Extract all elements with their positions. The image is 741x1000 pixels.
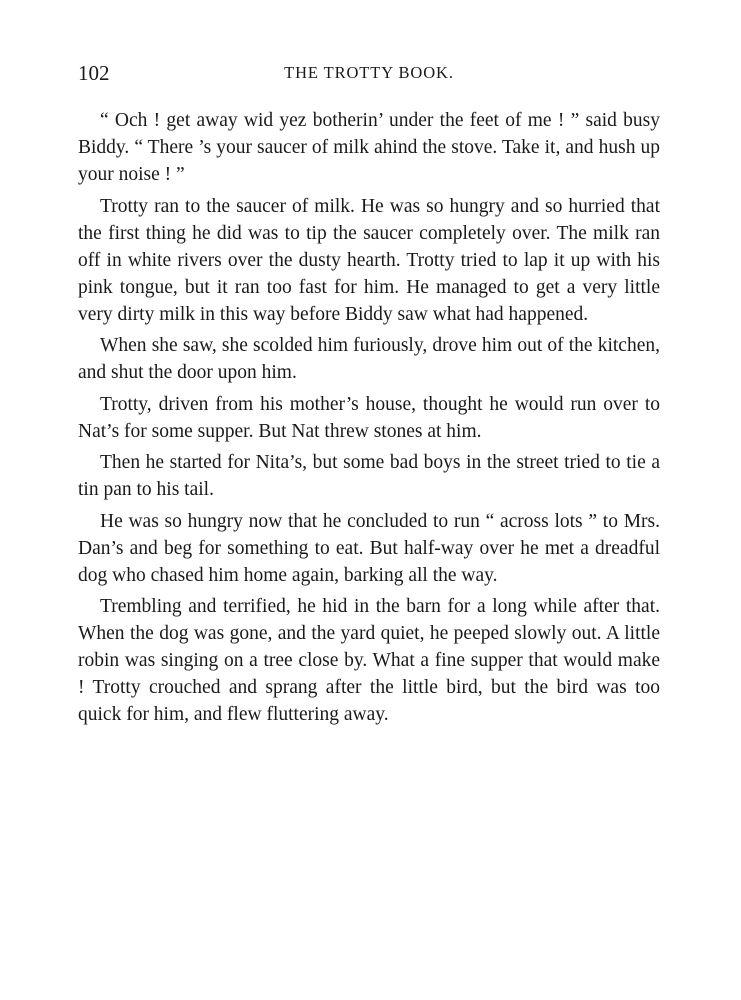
book-title: THE TROTTY BOOK. — [284, 63, 454, 82]
page-number: 102 — [78, 61, 110, 85]
body-text — [78, 107, 660, 728]
paragraph: Trotty ran to the saucer of milk. He was so hungry and so hurried that the first thing he did was to tip the saucer completely over. The milk ran off in white rivers over the dusty hearth. Trotty tried to lap it up with his pink tongue, but it ran too fast for him. He managed to get a very little very dirty milk in this way before Biddy saw what had happened. — [78, 195, 660, 325]
paragraph: Then he started for Nita’s, but some bad boys in the street tried to tie a tin pan to his tail. — [78, 452, 660, 500]
paragraph: When she saw, she scolded him furiously, drove him out of the kitchen, and shut the door upon him. — [78, 335, 660, 383]
paragraph: He was so hungry now that he concluded to run “ across lots ” to Mrs. Dan’s and beg for something to eat. But half-way over he met a dreadful dog who chased him home again, barking all the way. — [78, 510, 660, 586]
paragraph: Trembling and terrified, he hid in the barn for a long while after that. When the dog was gone, and the yard quiet, he peeped slowly out. A little robin was singing on a tree close by. What a fine supper that would make ! Trotty crouched and sprang after the little bird, but the bird was too quick for him, and flew fluttering away. — [78, 596, 660, 725]
paragraph: “ Och ! get away wid yez botherin’ under the feet of me ! ” said busy Biddy. “ There ’s your saucer of milk ahind the stove. Take it, and hush up your noise ! ” — [78, 110, 660, 185]
book-page — [78, 58, 660, 733]
running-head — [78, 58, 660, 88]
paragraph: Trotty, driven from his mother’s house, thought he would run over to Nat’s for some supper. But Nat threw stones at him. — [78, 393, 660, 442]
